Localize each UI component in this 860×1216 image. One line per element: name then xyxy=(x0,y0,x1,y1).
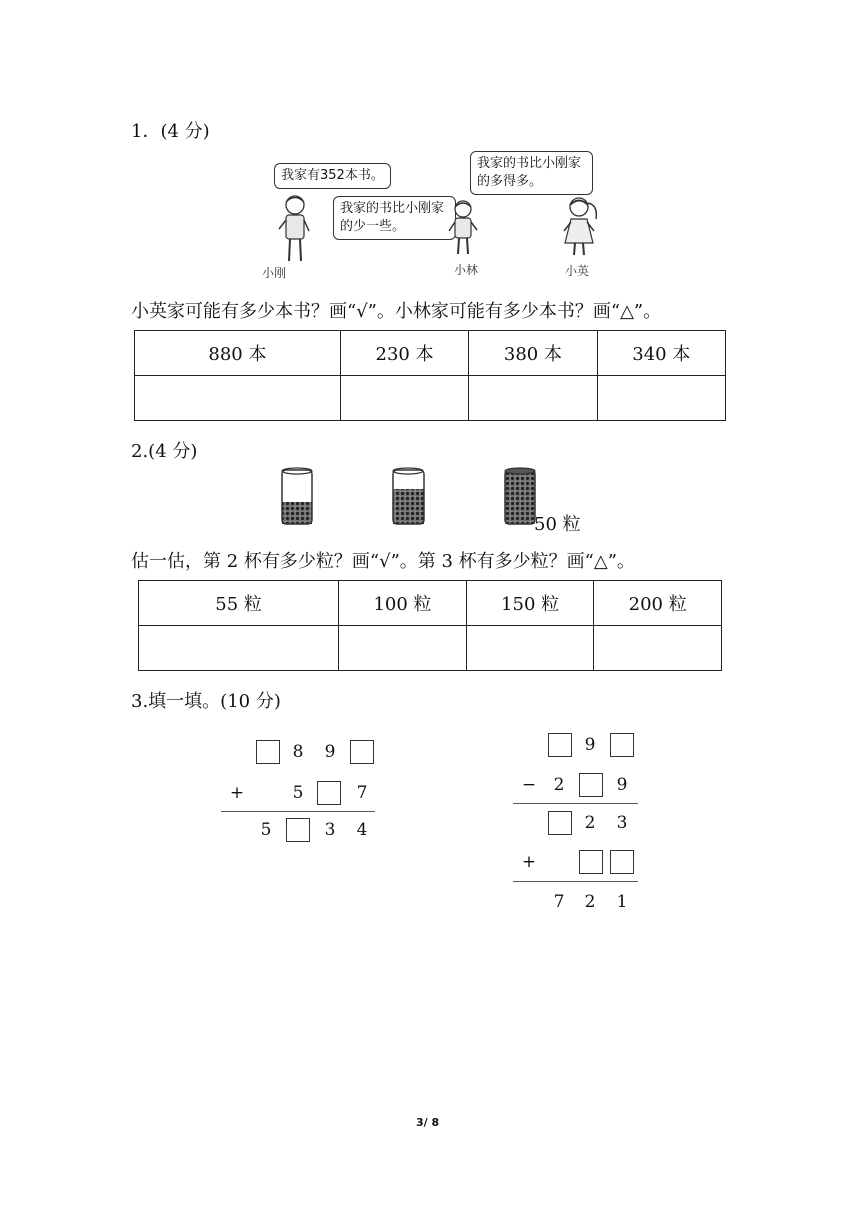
q2-heading: 2.(4 分) xyxy=(131,441,198,462)
digit: 3 xyxy=(616,813,628,833)
digit-blank-box[interactable] xyxy=(256,740,280,764)
minus-sign: − xyxy=(521,775,537,795)
q2-option: 55 粒 xyxy=(139,581,339,626)
digit: 2 xyxy=(584,813,596,833)
q1-answer-cell[interactable] xyxy=(340,376,468,421)
q1-answer-table xyxy=(134,330,726,421)
digit-blank-box[interactable] xyxy=(548,811,572,835)
bubble-xiaoying: 我家的书比小刚家的多得多。 xyxy=(470,151,593,195)
digit-blank-box[interactable] xyxy=(350,740,374,764)
q1-instruction: 小英家可能有多少本书？画“√”。小林家可能有多少本书？画“△”。 xyxy=(131,301,662,322)
digit: 2 xyxy=(584,892,596,912)
digit-blank-box[interactable] xyxy=(579,773,603,797)
boy-xiaolin-figure xyxy=(445,199,481,257)
q1-heading: 1．(4 分) xyxy=(131,121,210,142)
page-number: 3/ 8 xyxy=(416,1116,440,1129)
digit: 1 xyxy=(616,892,628,912)
sum-line xyxy=(513,881,638,882)
plus-sign: + xyxy=(521,852,537,872)
q2-option: 150 粒 xyxy=(466,581,594,626)
cup-3 xyxy=(505,468,535,524)
digit: 9 xyxy=(616,775,628,795)
q3-heading: 3.填一填。(10 分) xyxy=(131,691,281,712)
plus-sign: + xyxy=(229,783,245,803)
q1-option: 380 本 xyxy=(469,331,597,376)
q2-answer-cell[interactable] xyxy=(466,626,594,671)
cup-2 xyxy=(393,468,424,524)
girl-xiaoying-figure xyxy=(556,195,602,257)
sum-line xyxy=(221,811,375,812)
digit-blank-box[interactable] xyxy=(610,850,634,874)
digit: 9 xyxy=(324,742,336,762)
q2-option: 200 粒 xyxy=(594,581,722,626)
digit: 4 xyxy=(356,820,368,840)
q1-option: 230 本 xyxy=(340,331,468,376)
digit-blank-box[interactable] xyxy=(286,818,310,842)
bubble-xiaolin: 我家的书比小刚家的少一些。 xyxy=(333,196,456,240)
q2-answer-cell[interactable] xyxy=(339,626,467,671)
bubble-xiaogang: 我家有352本书。 xyxy=(274,163,391,189)
digit: 7 xyxy=(553,892,565,912)
name-xiaogang: 小刚 xyxy=(262,266,287,280)
q2-option: 100 粒 xyxy=(339,581,467,626)
q1-option: 340 本 xyxy=(597,331,725,376)
q1-answer-cell[interactable] xyxy=(469,376,597,421)
digit: 8 xyxy=(292,742,304,762)
digit: 5 xyxy=(292,783,304,803)
cup-3-label: 50 粒 xyxy=(534,514,581,535)
q1-answer-cell[interactable] xyxy=(597,376,725,421)
q2-instruction: 估一估，第 2 杯有多少粒？画“√”。第 3 杯有多少粒？画“△”。 xyxy=(131,551,635,572)
digit: 7 xyxy=(356,783,368,803)
difference-line xyxy=(513,803,638,804)
digit: 9 xyxy=(584,735,596,755)
digit: 2 xyxy=(553,775,565,795)
q1-answer-cell[interactable] xyxy=(135,376,341,421)
digit: 5 xyxy=(260,820,272,840)
name-xiaolin: 小林 xyxy=(454,263,479,277)
q1-option: 880 本 xyxy=(135,331,341,376)
digit-blank-box[interactable] xyxy=(548,733,572,757)
digit: 3 xyxy=(324,820,336,840)
q2-answer-table xyxy=(138,580,722,671)
digit-blank-box[interactable] xyxy=(317,781,341,805)
digit-blank-box[interactable] xyxy=(579,850,603,874)
digit-blank-box[interactable] xyxy=(610,733,634,757)
name-xiaoying: 小英 xyxy=(565,264,590,278)
q2-answer-cell[interactable] xyxy=(139,626,339,671)
boy-xiaogang-figure xyxy=(275,193,315,265)
cup-1 xyxy=(282,468,312,524)
q2-answer-cell[interactable] xyxy=(594,626,722,671)
